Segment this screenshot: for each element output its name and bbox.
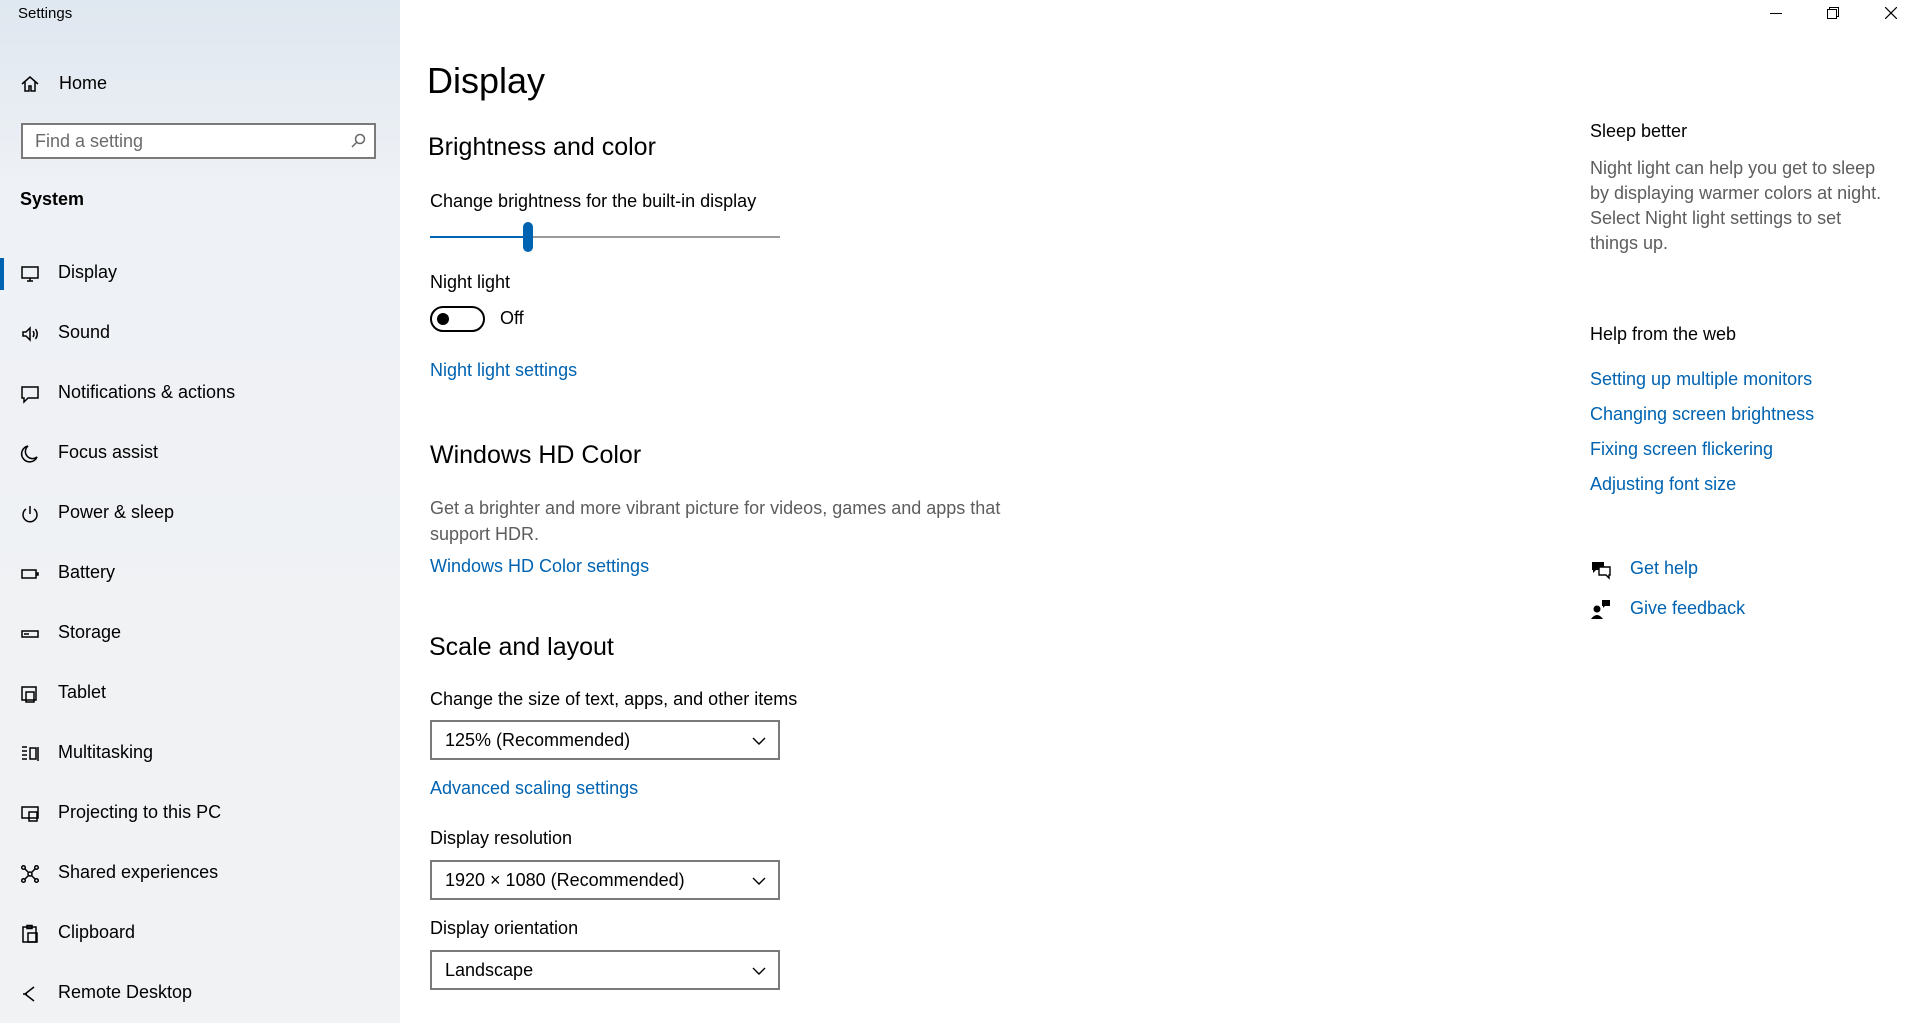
sidebar-item-label: Focus assist <box>58 442 159 462</box>
app-title: Settings <box>18 5 73 22</box>
sidebar-item-label: Home <box>59 73 108 93</box>
orientation-dropdown[interactable] <box>430 950 780 990</box>
get-help-link[interactable] <box>1590 556 1840 582</box>
dropdown-value: 1920 × 1080 (Recommended) <box>445 870 685 890</box>
dropdown-value: Landscape <box>445 960 534 980</box>
sidebar-item-focus-assist[interactable] <box>0 430 400 490</box>
night-light-label: Night light <box>430 272 511 292</box>
get-help-icon <box>1590 558 1612 580</box>
dropdown-value: 125% (Recommended) <box>445 730 631 750</box>
scale-heading: Scale and layout <box>429 633 614 661</box>
chevron-down-icon <box>750 962 768 980</box>
sidebar-item-label: Power & sleep <box>58 502 175 522</box>
home-icon <box>20 74 40 94</box>
sidebar-nav <box>0 250 400 1030</box>
sidebar-item-label: Remote Desktop <box>58 982 193 1002</box>
clipboard-icon <box>20 924 40 944</box>
sidebar <box>0 0 400 1023</box>
tablet-icon <box>20 684 40 704</box>
sidebar-item-multitasking[interactable] <box>0 730 400 790</box>
sidebar-item-label: Clipboard <box>58 922 136 942</box>
help-heading: Help from the web <box>1590 324 1737 344</box>
help-link-multiple-monitors[interactable]: Setting up multiple monitors <box>1590 369 1813 389</box>
speaker-icon <box>20 324 40 344</box>
brightness-heading: Brightness and color <box>428 133 656 161</box>
main-content <box>400 0 1500 1023</box>
advanced-scaling-link[interactable]: Advanced scaling settings <box>430 778 639 798</box>
slider-fill <box>430 236 528 238</box>
sidebar-item-clipboard[interactable] <box>0 910 400 970</box>
sidebar-item-label: Display <box>58 262 118 282</box>
sidebar-item-label: Tablet <box>58 682 107 702</box>
brightness-slider[interactable] <box>430 222 780 252</box>
give-feedback-icon <box>1590 598 1612 620</box>
slider-thumb[interactable] <box>523 222 533 252</box>
sidebar-item-label: Notifications & actions <box>58 382 236 402</box>
sidebar-item-label: Multitasking <box>58 742 154 762</box>
page-title: Display <box>427 60 546 101</box>
hd-color-description: Get a brighter and more vibrant picture for videos, games and apps that support HDR. <box>430 498 1001 544</box>
sidebar-item-label: Sound <box>58 322 111 342</box>
projecting-icon <box>20 804 40 824</box>
scale-size-label: Change the size of text, apps, and other items <box>430 689 798 709</box>
multitasking-icon <box>20 744 40 764</box>
night-light-toggle[interactable] <box>430 306 485 332</box>
sidebar-item-shared-experiences[interactable] <box>0 850 400 910</box>
sleep-better-description: Night light can help you get to sleep by displaying warmer colors at night. Select Night light settings to set things up. <box>1590 158 1882 253</box>
sidebar-item-sound[interactable] <box>0 310 400 370</box>
help-link-font-size[interactable]: Adjusting font size <box>1590 474 1737 494</box>
give-feedback-link[interactable] <box>1590 596 1840 622</box>
help-link-screen-flickering[interactable]: Fixing screen flickering <box>1590 439 1774 459</box>
chevron-down-icon <box>750 872 768 890</box>
monitor-icon <box>20 264 40 284</box>
hd-color-settings-link[interactable]: Windows HD Color settings <box>430 556 650 576</box>
sidebar-item-storage[interactable] <box>0 610 400 670</box>
battery-icon <box>20 564 40 584</box>
help-link-screen-brightness[interactable]: Changing screen brightness <box>1590 404 1815 424</box>
storage-icon <box>20 624 40 644</box>
moon-icon <box>20 444 40 464</box>
sidebar-item-remote-desktop[interactable] <box>0 970 400 1030</box>
give-feedback-label: Give feedback <box>1630 598 1746 618</box>
shared-icon <box>20 864 40 884</box>
power-icon <box>20 504 40 524</box>
search-input[interactable] <box>35 130 335 152</box>
sidebar-item-battery[interactable] <box>0 550 400 610</box>
night-light-settings-link[interactable]: Night light settings <box>430 360 578 380</box>
sidebar-item-label: Shared experiences <box>58 862 219 882</box>
sidebar-item-notifications[interactable] <box>0 370 400 430</box>
brightness-label: Change brightness for the built-in display <box>430 191 757 211</box>
sidebar-item-label: Projecting to this PC <box>58 802 222 822</box>
search-icon[interactable] <box>350 133 366 149</box>
sidebar-item-display[interactable] <box>0 250 400 310</box>
remote-desktop-icon <box>20 984 40 1004</box>
section-label: System <box>20 189 85 209</box>
sleep-better-heading: Sleep better <box>1590 121 1688 141</box>
sidebar-item-label: Battery <box>58 562 116 582</box>
sidebar-item-home[interactable] <box>0 62 400 106</box>
sidebar-item-tablet[interactable] <box>0 670 400 730</box>
search-box <box>21 123 376 159</box>
resolution-label: Display resolution <box>430 828 573 848</box>
related-panel <box>1580 0 1910 1023</box>
sidebar-item-projecting[interactable] <box>0 790 400 850</box>
notification-icon <box>20 384 40 404</box>
sidebar-item-power-sleep[interactable] <box>0 490 400 550</box>
scale-size-dropdown[interactable] <box>430 720 780 760</box>
sidebar-item-label: Storage <box>58 622 122 642</box>
night-light-state: Off <box>500 308 524 328</box>
chevron-down-icon <box>750 732 768 750</box>
get-help-label: Get help <box>1630 558 1699 578</box>
resolution-dropdown[interactable] <box>430 860 780 900</box>
orientation-label: Display orientation <box>430 918 579 938</box>
hd-color-heading: Windows HD Color <box>430 441 642 469</box>
